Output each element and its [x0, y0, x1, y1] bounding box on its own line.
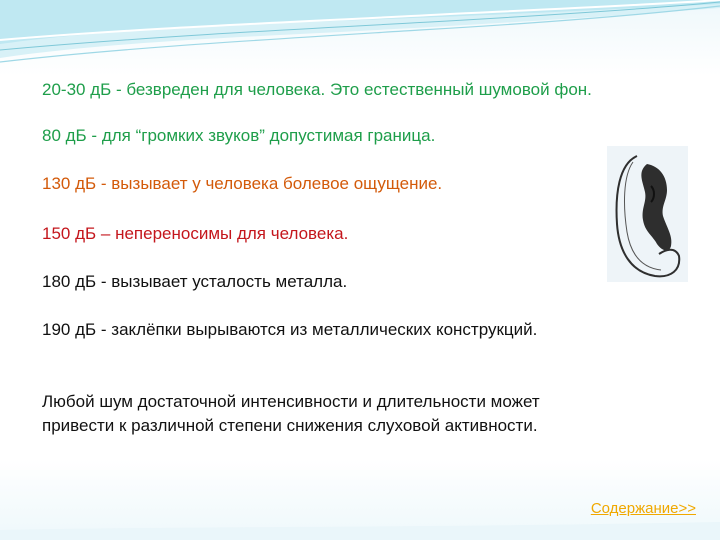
header-wave-decoration: [0, 0, 720, 70]
conclusion-line-1: Любой шум достаточной интенсивности и длительности может: [42, 392, 540, 411]
noise-level-150db: 150 дБ – непереносимы для человека.: [42, 224, 349, 243]
noise-level-130db: 130 дБ - вызывает у человека болевое ощущение.: [42, 174, 443, 193]
conclusion-line-2: привести к различной степени снижения слуховой активности.: [42, 416, 538, 435]
ear-image: [607, 146, 688, 282]
noise-level-20-30db: 20-30 дБ - безвреден для человека. Это естественный шумовой фон.: [42, 80, 592, 99]
noise-level-190db: 190 дБ - заклёпки вырываются из металлических конструкций.: [42, 320, 538, 339]
ear-icon: [607, 146, 688, 282]
footer-decoration: [0, 500, 720, 540]
noise-level-180db: 180 дБ - вызывает усталость металла.: [42, 272, 348, 291]
contents-link[interactable]: Содержание>>: [590, 500, 696, 517]
noise-level-80db: 80 дБ - для “громких звуков” допустимая граница.: [42, 126, 436, 145]
conclusion-paragraph: [42, 390, 662, 438]
